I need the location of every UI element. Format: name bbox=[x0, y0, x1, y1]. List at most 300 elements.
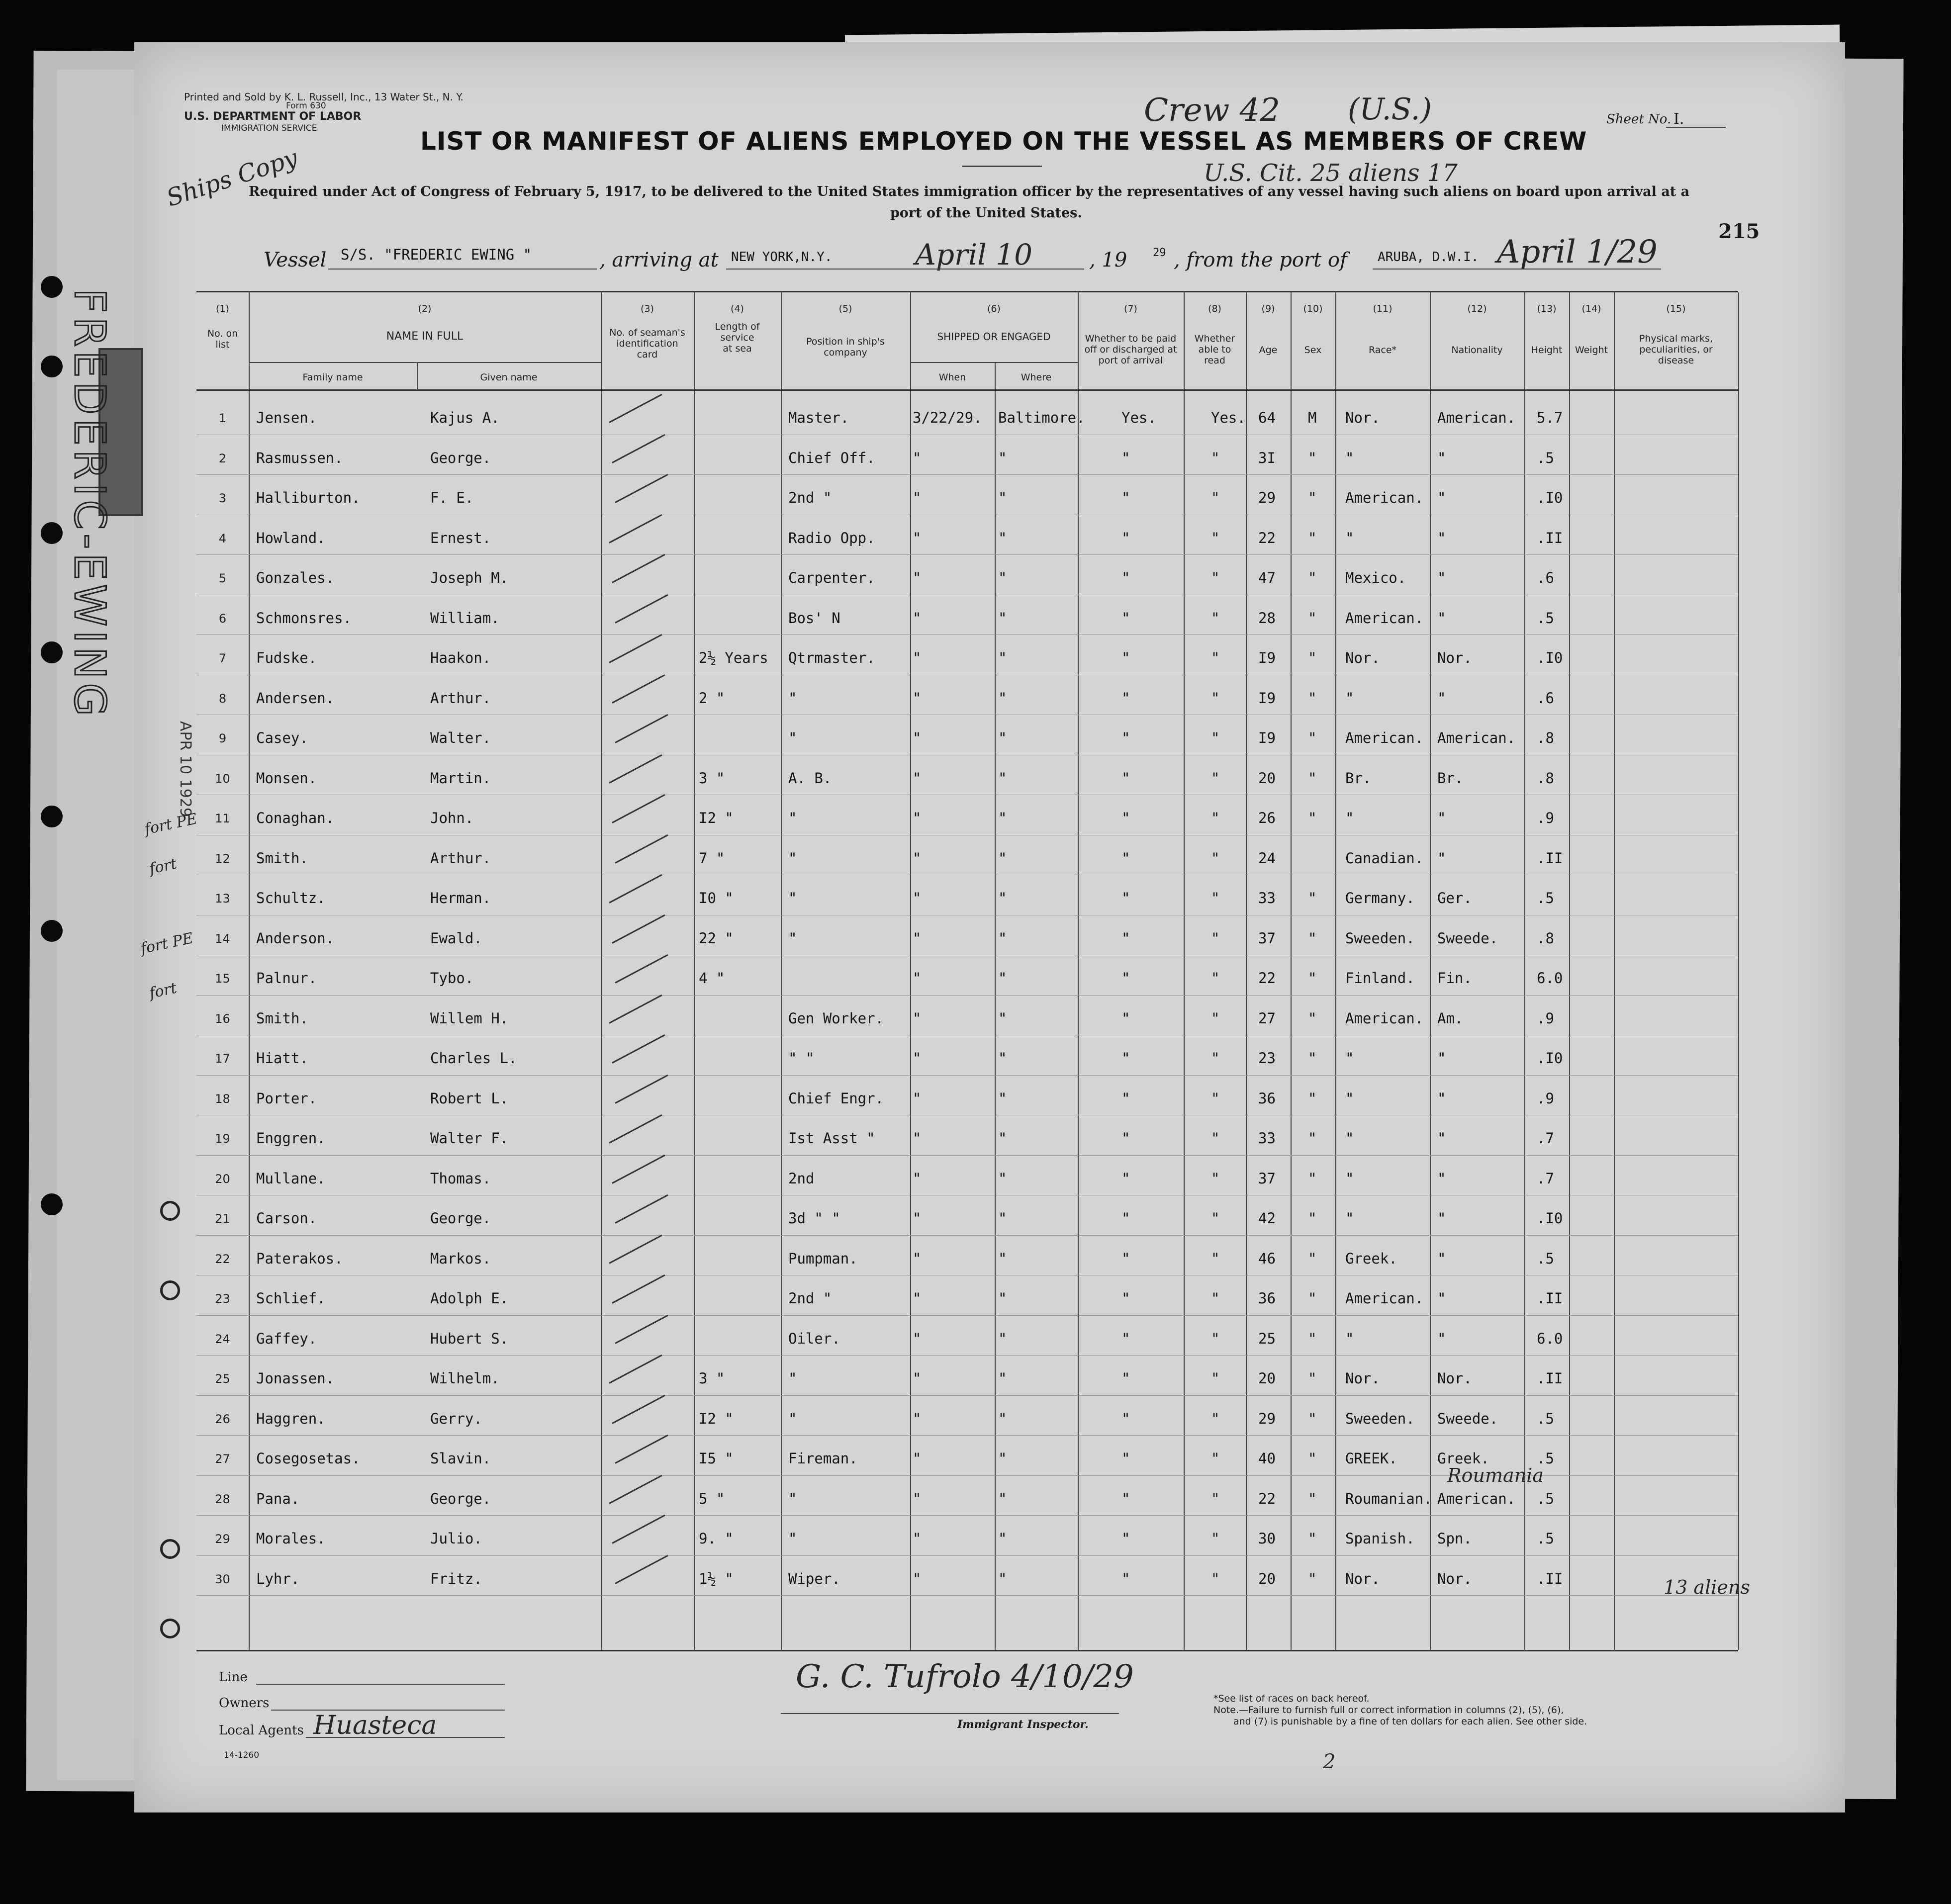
given-name-cell: Willem H. bbox=[430, 1009, 509, 1027]
nationality-cell: " bbox=[1437, 1250, 1446, 1267]
height-cell: .9 bbox=[1537, 1009, 1554, 1027]
row-number-cell: 27 bbox=[215, 1452, 230, 1466]
row-number-cell: 8 bbox=[218, 691, 227, 706]
nationality-cell: Spn. bbox=[1437, 1530, 1472, 1547]
family-name-cell: Andersen. bbox=[256, 689, 335, 707]
family-name-cell: Jensen. bbox=[256, 409, 317, 426]
age-cell: 26 bbox=[1258, 810, 1276, 826]
paid-off-cell: " bbox=[1121, 449, 1130, 466]
height-cell: .7 bbox=[1537, 1170, 1554, 1187]
id-card-check-mark bbox=[609, 394, 662, 423]
sex-cell: " bbox=[1308, 689, 1317, 707]
able-to-read-cell: " bbox=[1211, 1570, 1220, 1587]
able-to-read-cell: " bbox=[1211, 489, 1220, 506]
nationality-cell: Ger. bbox=[1437, 890, 1472, 907]
able-to-read-cell: " bbox=[1211, 1089, 1220, 1107]
shipped-when-cell: " bbox=[913, 1370, 922, 1387]
age-cell: 29 bbox=[1258, 489, 1276, 506]
paid-off-cell: " bbox=[1121, 689, 1130, 707]
nationality-cell: " bbox=[1437, 849, 1446, 867]
age-cell: 30 bbox=[1258, 1530, 1276, 1547]
shipped-where-cell: " bbox=[998, 1410, 1007, 1427]
table-row bbox=[196, 800, 1738, 840]
row-number-cell: 15 bbox=[215, 972, 230, 986]
row-number-cell: 29 bbox=[215, 1532, 230, 1546]
race-cell: Br. bbox=[1345, 769, 1372, 787]
table-row bbox=[196, 559, 1738, 600]
service-length-cell: 5 " bbox=[699, 1490, 725, 1507]
shipped-where-cell: " bbox=[998, 1089, 1007, 1107]
paid-off-cell: " bbox=[1121, 1290, 1130, 1307]
ships-copy-note: Ships Copy bbox=[163, 144, 301, 212]
sex-cell: " bbox=[1308, 649, 1317, 666]
title-rule bbox=[962, 166, 1042, 167]
penalty-note-1: Note.—Failure to furnish full or correct information in columns (2), (5), (6), bbox=[1213, 1705, 1564, 1716]
shipped-where-cell: " bbox=[998, 1170, 1007, 1187]
height-cell: .8 bbox=[1537, 929, 1554, 947]
column-header-id-card: No. of seaman's identification card bbox=[609, 327, 685, 360]
row-number-cell: 16 bbox=[215, 1011, 230, 1026]
height-cell: .II bbox=[1537, 1570, 1563, 1587]
inspector-signature: G. C. Tufrolo 4/10/29 bbox=[796, 1658, 1134, 1695]
age-cell: 22 bbox=[1258, 529, 1276, 546]
service-length-cell: I2 " bbox=[699, 1410, 734, 1427]
table-row bbox=[196, 1280, 1738, 1320]
race-cell: Nor. bbox=[1345, 1570, 1380, 1587]
column-number: (6) bbox=[987, 303, 1001, 314]
family-name-cell: Paterakos. bbox=[256, 1250, 343, 1267]
arriving-port: NEW YORK,N.Y. bbox=[731, 250, 833, 265]
sex-cell: " bbox=[1308, 489, 1317, 506]
shipped-where-cell: " bbox=[998, 729, 1007, 746]
nationality-cell: " bbox=[1437, 489, 1446, 506]
shipped-where-cell: " bbox=[998, 569, 1007, 586]
shipped-where-cell: " bbox=[998, 1250, 1007, 1267]
table-row bbox=[196, 520, 1738, 560]
footer-form-code: 14-1260 bbox=[224, 1750, 260, 1760]
position-cell: Pumpman. bbox=[788, 1250, 858, 1267]
family-name-cell: Fudske. bbox=[256, 649, 317, 666]
position-cell: " bbox=[788, 1490, 797, 1507]
form-number: Form 630 bbox=[286, 101, 326, 111]
paid-off-cell: " bbox=[1121, 1410, 1130, 1427]
nationality-cell: Nor. bbox=[1437, 1370, 1472, 1387]
column-number: (13) bbox=[1537, 303, 1557, 314]
paid-off-cell: " bbox=[1121, 1250, 1130, 1267]
binding-hole bbox=[41, 920, 63, 942]
arrival-date: April 10 bbox=[915, 238, 1033, 272]
column-number: (3) bbox=[641, 303, 654, 314]
line-label: Line bbox=[219, 1670, 248, 1685]
paid-off-cell: " bbox=[1121, 1370, 1130, 1387]
able-to-read-cell: " bbox=[1211, 569, 1220, 586]
shipped-where-cell: Baltimore. bbox=[998, 409, 1085, 426]
from-port-line bbox=[1373, 269, 1661, 270]
family-name-cell: Palnur. bbox=[256, 970, 317, 987]
table-row bbox=[196, 840, 1738, 880]
able-to-read-cell: " bbox=[1211, 729, 1220, 746]
family-name-cell: Anderson. bbox=[256, 929, 335, 947]
nationality-cell: American. bbox=[1437, 1490, 1516, 1507]
shipped-where-cell: " bbox=[998, 1570, 1007, 1587]
able-to-read-cell: " bbox=[1211, 769, 1220, 787]
margin-note: fort PE bbox=[139, 929, 195, 958]
given-name-cell: Gerry. bbox=[430, 1410, 482, 1427]
column-header-read: Whether able to read bbox=[1194, 333, 1235, 366]
age-cell: 37 bbox=[1258, 1170, 1276, 1187]
able-to-read-cell: " bbox=[1211, 970, 1220, 987]
nationality-cell: American. bbox=[1437, 729, 1516, 746]
margin-note: fort PE bbox=[143, 810, 199, 838]
able-to-read-cell: " bbox=[1211, 449, 1220, 466]
position-cell: " bbox=[788, 1530, 797, 1547]
able-to-read-cell: " bbox=[1211, 689, 1220, 707]
position-cell: " bbox=[788, 689, 797, 707]
nationality-cell: American. bbox=[1437, 409, 1516, 426]
given-name-cell: George. bbox=[430, 1210, 491, 1227]
sex-cell: " bbox=[1308, 1130, 1317, 1147]
race-cell: Finland. bbox=[1345, 970, 1415, 987]
row-number-cell: 20 bbox=[215, 1172, 230, 1186]
table-row bbox=[196, 1200, 1738, 1240]
column-header-given-name: Given name bbox=[480, 372, 538, 383]
paid-off-cell: " bbox=[1121, 1570, 1130, 1587]
sheet-number: I. bbox=[1673, 110, 1684, 128]
department: U.S. DEPARTMENT OF LABOR bbox=[184, 110, 362, 123]
race-cell: " bbox=[1345, 1130, 1354, 1147]
column-number: (15) bbox=[1666, 303, 1686, 314]
page-title: LIST OR MANIFEST OF ALIENS EMPLOYED ON THE VESSEL AS MEMBERS OF CREW bbox=[420, 127, 1587, 156]
column-number: (10) bbox=[1303, 303, 1323, 314]
given-name-cell: Wilhelm. bbox=[430, 1370, 500, 1387]
column-number: (11) bbox=[1373, 303, 1393, 314]
position-cell: 2nd " bbox=[788, 1290, 832, 1307]
column-header-sex: Sex bbox=[1304, 345, 1322, 356]
shipped-when-cell: " bbox=[913, 609, 922, 627]
shipped-where-cell: " bbox=[998, 769, 1007, 787]
table-row bbox=[196, 1160, 1738, 1200]
height-cell: .I0 bbox=[1537, 489, 1563, 506]
row-number-cell: 3 bbox=[218, 491, 227, 505]
position-cell: 2nd " bbox=[788, 489, 832, 506]
given-name-cell: F. E. bbox=[430, 489, 474, 506]
able-to-read-cell: " bbox=[1211, 929, 1220, 947]
family-name-cell: Smith. bbox=[256, 1009, 308, 1027]
shipped-where-cell: " bbox=[998, 1050, 1007, 1067]
position-cell: A. B. bbox=[788, 769, 832, 787]
given-name-cell: Hubert S. bbox=[430, 1330, 509, 1347]
race-cell: " bbox=[1345, 1170, 1354, 1187]
row-number-cell: 11 bbox=[215, 812, 230, 825]
shipped-when-cell: " bbox=[913, 1050, 922, 1067]
row-number-cell: 28 bbox=[215, 1492, 230, 1506]
height-cell: .5 bbox=[1537, 890, 1554, 907]
roumania-correction: Roumania bbox=[1447, 1464, 1544, 1486]
shipped-subheader-rule bbox=[910, 362, 1078, 363]
family-name-cell: Lyhr. bbox=[256, 1570, 300, 1587]
row-number-cell: 19 bbox=[215, 1132, 230, 1146]
line-underline bbox=[256, 1684, 505, 1685]
binding-hole bbox=[41, 1193, 63, 1215]
height-cell: .I0 bbox=[1537, 1210, 1563, 1227]
sex-cell: " bbox=[1308, 569, 1317, 586]
position-cell: " bbox=[788, 1370, 797, 1387]
shipped-where-cell: " bbox=[998, 449, 1007, 466]
able-to-read-cell: " bbox=[1211, 810, 1220, 826]
paid-off-cell: " bbox=[1121, 489, 1130, 506]
able-to-read-cell: " bbox=[1211, 1009, 1220, 1027]
shipped-where-cell: " bbox=[998, 810, 1007, 826]
paid-off-cell: " bbox=[1121, 1050, 1130, 1067]
nationality-cell: Am. bbox=[1437, 1009, 1464, 1027]
height-cell: .II bbox=[1537, 849, 1563, 867]
position-cell: " bbox=[788, 1410, 797, 1427]
race-cell: Sweeden. bbox=[1345, 929, 1415, 947]
age-cell: 33 bbox=[1258, 1130, 1276, 1147]
paid-off-cell: " bbox=[1121, 970, 1130, 987]
race-cell: Germany. bbox=[1345, 890, 1415, 907]
family-name-cell: Monsen. bbox=[256, 769, 317, 787]
paid-off-cell: " bbox=[1121, 1210, 1130, 1227]
height-cell: .7 bbox=[1537, 1130, 1554, 1147]
table-row bbox=[196, 1080, 1738, 1120]
able-to-read-cell: " bbox=[1211, 1250, 1220, 1267]
shipped-where-cell: " bbox=[998, 1130, 1007, 1147]
able-to-read-cell: " bbox=[1211, 1450, 1220, 1467]
able-to-read-cell: " bbox=[1211, 1410, 1220, 1427]
age-cell: 23 bbox=[1258, 1050, 1276, 1067]
age-cell: 3I bbox=[1258, 449, 1276, 466]
family-name-cell: Gonzales. bbox=[256, 569, 335, 586]
nationality-cell: " bbox=[1437, 1290, 1446, 1307]
paid-off-cell: " bbox=[1121, 769, 1130, 787]
column-header-name: NAME IN FULL bbox=[386, 330, 464, 343]
arriving-line bbox=[726, 269, 1084, 270]
family-name-cell: Morales. bbox=[256, 1530, 326, 1547]
height-cell: .5 bbox=[1537, 609, 1554, 627]
race-cell: American. bbox=[1345, 609, 1424, 627]
nationality-cell: " bbox=[1437, 1130, 1446, 1147]
given-name-cell: Julio. bbox=[430, 1530, 482, 1547]
crew-count-note: Crew 42 bbox=[1144, 92, 1280, 129]
age-cell: 22 bbox=[1258, 970, 1276, 987]
column-header-nationality: Nationality bbox=[1451, 345, 1503, 356]
family-name-cell: Smith. bbox=[256, 849, 308, 867]
row-number-cell: 21 bbox=[215, 1212, 230, 1226]
shipped-where-cell: " bbox=[998, 529, 1007, 546]
height-cell: .5 bbox=[1537, 1490, 1554, 1507]
position-cell: " bbox=[788, 849, 797, 867]
row-number-cell: 24 bbox=[215, 1332, 230, 1346]
age-cell: 36 bbox=[1258, 1290, 1276, 1307]
service-length-cell: 22 " bbox=[699, 929, 734, 947]
nationality-cell: Nor. bbox=[1437, 1570, 1472, 1587]
table-row bbox=[196, 1560, 1738, 1601]
given-name-cell: George. bbox=[430, 1490, 491, 1507]
race-cell: Canadian. bbox=[1345, 849, 1424, 867]
given-name-cell: Arthur. bbox=[430, 689, 491, 707]
shipped-where-cell: " bbox=[998, 609, 1007, 627]
column-header-family-name: Family name bbox=[302, 372, 363, 383]
vessel-name-line bbox=[328, 269, 597, 270]
service-length-cell: 2½ Years bbox=[699, 649, 768, 666]
nationality-cell: " bbox=[1437, 1330, 1446, 1347]
height-cell: .5 bbox=[1537, 1250, 1554, 1267]
given-name-cell: Joseph M. bbox=[430, 569, 509, 586]
service-length-cell: 1½ " bbox=[699, 1570, 734, 1587]
sheet-label: Sheet No. bbox=[1606, 112, 1672, 127]
given-name-cell: Slavin. bbox=[430, 1450, 491, 1467]
column-header-physical-marks: Physical marks, peculiarities, or disease bbox=[1639, 333, 1713, 366]
shipped-where-cell: " bbox=[998, 1530, 1007, 1547]
given-name-cell: Walter F. bbox=[430, 1130, 509, 1147]
service-length-cell: 4 " bbox=[699, 970, 725, 987]
binding-hole bbox=[41, 276, 63, 298]
given-name-cell: Haakon. bbox=[430, 649, 491, 666]
family-name-cell: Porter. bbox=[256, 1089, 317, 1107]
paid-off-cell: " bbox=[1121, 890, 1130, 907]
column-header-position: Position in ship's company bbox=[806, 336, 885, 358]
sex-cell: " bbox=[1308, 1050, 1317, 1067]
vessel-label: Vessel bbox=[264, 249, 327, 272]
position-cell: Master. bbox=[788, 409, 849, 426]
binding-ring bbox=[160, 1280, 180, 1300]
race-cell: Sweeden. bbox=[1345, 1410, 1415, 1427]
table-row bbox=[196, 1400, 1738, 1441]
table-row bbox=[196, 1120, 1738, 1160]
service-length-cell: 3 " bbox=[699, 1370, 725, 1387]
races-note: *See list of races on back hereof. bbox=[1213, 1693, 1370, 1704]
height-cell: .I0 bbox=[1537, 649, 1563, 666]
table-row bbox=[196, 399, 1738, 440]
nationality-cell: " bbox=[1437, 569, 1446, 586]
shipped-when-cell: " bbox=[913, 849, 922, 867]
race-cell: " bbox=[1345, 1050, 1354, 1067]
family-name-cell: Carson. bbox=[256, 1210, 317, 1227]
paid-off-cell: " bbox=[1121, 1089, 1130, 1107]
paid-off-cell: " bbox=[1121, 1450, 1130, 1467]
given-name-cell: Arthur. bbox=[430, 849, 491, 867]
race-cell: Spanish. bbox=[1345, 1530, 1415, 1547]
height-cell: 6.0 bbox=[1537, 1330, 1563, 1347]
able-to-read-cell: " bbox=[1211, 529, 1220, 546]
able-to-read-cell: " bbox=[1211, 1170, 1220, 1187]
race-cell: Roumanian. bbox=[1345, 1490, 1432, 1507]
race-cell: Greek. bbox=[1345, 1250, 1397, 1267]
given-name-cell: Martin. bbox=[430, 769, 491, 787]
family-name-cell: Schlief. bbox=[256, 1290, 326, 1307]
given-name-cell: Kajus A. bbox=[430, 409, 500, 426]
given-name-cell: John. bbox=[430, 810, 474, 826]
shipped-where-cell: " bbox=[998, 1210, 1007, 1227]
age-cell: 25 bbox=[1258, 1330, 1276, 1347]
vessel-side-stamp: FREDERIC-EWING bbox=[65, 288, 114, 721]
age-cell: I9 bbox=[1258, 689, 1276, 707]
shipped-where-cell: " bbox=[998, 689, 1007, 707]
page-mark: 2 bbox=[1323, 1750, 1336, 1773]
margin-note: fort bbox=[147, 979, 179, 1002]
age-cell: 64 bbox=[1258, 409, 1276, 426]
nationality-cell: " bbox=[1437, 1170, 1446, 1187]
local-agents-value: Huasteca bbox=[313, 1711, 437, 1740]
column-header-race: Race* bbox=[1368, 345, 1397, 356]
column-header-where: Where bbox=[1021, 372, 1052, 383]
position-cell: " bbox=[788, 729, 797, 746]
service-length-cell: 2 " bbox=[699, 689, 725, 707]
position-cell: Radio Opp. bbox=[788, 529, 875, 546]
paid-off-cell: Yes. bbox=[1121, 409, 1156, 426]
position-cell: Carpenter. bbox=[788, 569, 875, 586]
shipped-when-cell: " bbox=[913, 1290, 922, 1307]
age-cell: 28 bbox=[1258, 609, 1276, 627]
race-cell: " bbox=[1345, 529, 1354, 546]
family-name-cell: Schmonsres. bbox=[256, 609, 352, 627]
given-name-cell: Markos. bbox=[430, 1250, 491, 1267]
family-name-cell: Pana. bbox=[256, 1490, 300, 1507]
local-agents-label: Local Agents bbox=[219, 1723, 304, 1738]
shipped-where-cell: " bbox=[998, 1290, 1007, 1307]
age-cell: 27 bbox=[1258, 1009, 1276, 1027]
able-to-read-cell: " bbox=[1211, 1530, 1220, 1547]
owners-label: Owners bbox=[219, 1696, 270, 1711]
nationality-cell: " bbox=[1437, 810, 1446, 826]
position-cell: 2nd bbox=[788, 1170, 815, 1187]
age-cell: I9 bbox=[1258, 649, 1276, 666]
height-cell: .II bbox=[1537, 1290, 1563, 1307]
column-header-weight: Weight bbox=[1575, 345, 1608, 356]
arriving-label: , arriving at bbox=[599, 249, 719, 272]
binding-hole bbox=[41, 356, 63, 377]
given-name-cell: Walter. bbox=[430, 729, 491, 746]
height-cell: .6 bbox=[1537, 689, 1554, 707]
race-cell: American. bbox=[1345, 489, 1424, 506]
row-number-cell: 13 bbox=[215, 892, 230, 906]
shipped-where-cell: " bbox=[998, 1009, 1007, 1027]
able-to-read-cell: " bbox=[1211, 849, 1220, 867]
name-subheader-rule bbox=[249, 362, 601, 363]
row-number-cell: 7 bbox=[218, 651, 227, 665]
paid-off-cell: " bbox=[1121, 609, 1130, 627]
given-name-cell: Fritz. bbox=[430, 1570, 482, 1587]
position-cell: Chief Engr. bbox=[788, 1089, 884, 1107]
race-cell: " bbox=[1345, 810, 1354, 826]
row-number-cell: 5 bbox=[218, 571, 227, 585]
table-row bbox=[196, 760, 1738, 800]
table-row bbox=[196, 440, 1738, 480]
sex-cell: " bbox=[1308, 1089, 1317, 1107]
column-number: (1) bbox=[216, 303, 229, 314]
position-cell: " bbox=[788, 929, 797, 947]
column-number: (4) bbox=[731, 303, 744, 314]
age-cell: 36 bbox=[1258, 1089, 1276, 1107]
requirement-line-1: Required under Act of Congress of February 5, 1917, to be delivered to the United States immigration officer by the representatives of any vessel having such aliens on board upon arrival at a bbox=[249, 184, 1690, 199]
column-divider bbox=[1738, 292, 1739, 1650]
shipped-when-cell: " bbox=[913, 1530, 922, 1547]
shipped-where-cell: " bbox=[998, 890, 1007, 907]
column-header-height: Height bbox=[1531, 345, 1563, 356]
race-cell: American. bbox=[1345, 729, 1424, 746]
shipped-when-cell: " bbox=[913, 1450, 922, 1467]
race-cell: American. bbox=[1345, 1290, 1424, 1307]
able-to-read-cell: " bbox=[1211, 1490, 1220, 1507]
age-cell: 20 bbox=[1258, 1370, 1276, 1387]
shipped-when-cell: " bbox=[913, 1170, 922, 1187]
sex-cell: " bbox=[1308, 890, 1317, 907]
age-cell: I9 bbox=[1258, 729, 1276, 746]
penalty-note-2: and (7) is punishable by a fine of ten dollars for each alien. See other side. bbox=[1233, 1716, 1587, 1727]
shipped-when-cell: " bbox=[913, 1490, 922, 1507]
position-cell: Wiper. bbox=[788, 1570, 840, 1587]
